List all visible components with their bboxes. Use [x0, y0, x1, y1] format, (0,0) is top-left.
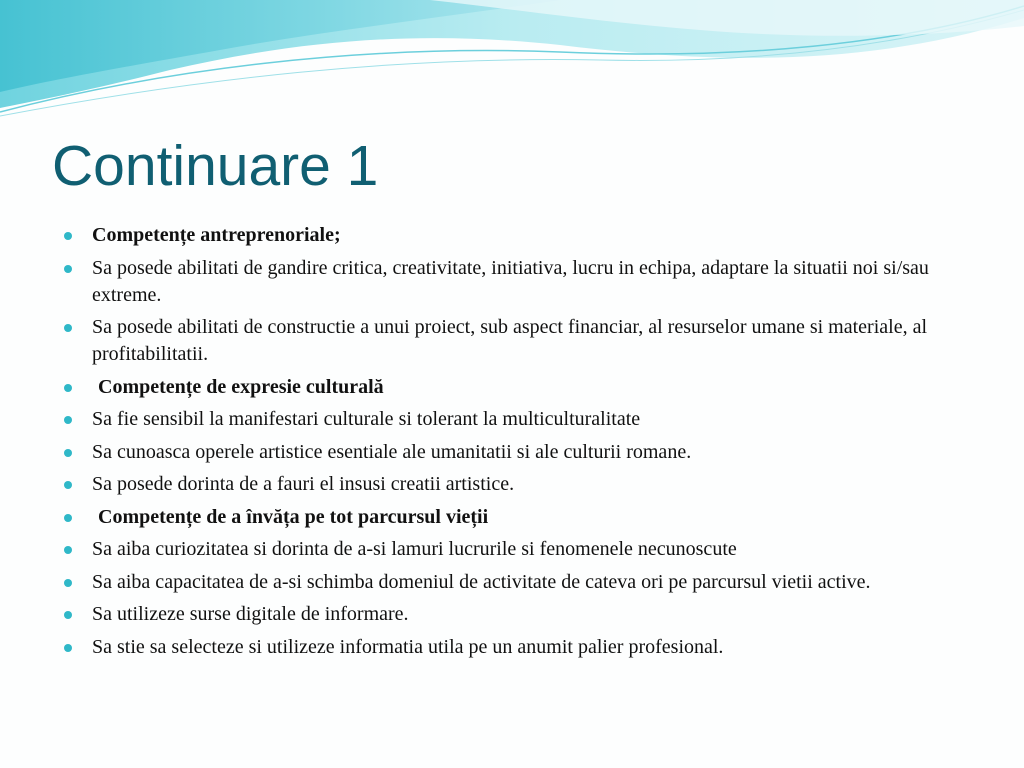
header-wave-decoration — [0, 0, 1024, 130]
slide-title: Continuare 1 — [52, 134, 379, 198]
bullet-text: Sa cunoasca operele artistice esentiale ale umanitatii si ale culturii romane. — [92, 440, 692, 463]
bullet-item — [64, 406, 984, 433]
bullet-dot-icon — [64, 579, 72, 587]
bullet-text: Sa aiba capacitatea de a-si schimba domeniul de activitate de cateva ori pe parcursul vietii active. — [92, 570, 871, 593]
bullet-item — [64, 569, 984, 596]
bullet-dot-icon — [64, 644, 72, 652]
bullet-item — [64, 439, 984, 466]
bullet-text: Sa fie sensibil la manifestari culturale si tolerant la multiculturalitate — [92, 408, 641, 430]
bullet-text: Sa posede abilitati de constructie a unui proiect, sub aspect financiar, al resurselor umane si materiale, al profitabilitatii. — [92, 316, 927, 365]
bullet-item — [64, 601, 984, 628]
bullet-text: Sa aiba curiozitatea si dorinta de a-si lamuri lucrurile si fenomenele necunoscute — [92, 538, 737, 560]
bullet-dot-icon — [64, 514, 72, 522]
bullet-list — [64, 222, 984, 666]
bullet-text: Sa utilizeze surse digitale de informare. — [92, 603, 409, 625]
bullet-text: Competențe de expresie culturală — [98, 375, 384, 398]
bullet-dot-icon — [64, 324, 72, 332]
bullet-dot-icon — [64, 611, 72, 619]
bullet-text: Sa stie sa selecteze si utilizeze informatia utila pe un anumit palier profesional. — [92, 635, 724, 658]
bullet-heading — [64, 374, 984, 401]
bullet-item — [64, 314, 984, 368]
bullet-heading — [64, 504, 984, 531]
bullet-item — [64, 634, 984, 661]
bullet-item — [64, 536, 984, 563]
bullet-heading — [64, 222, 984, 249]
bullet-dot-icon — [64, 232, 72, 240]
bullet-dot-icon — [64, 416, 72, 424]
bullet-dot-icon — [64, 384, 72, 392]
bullet-dot-icon — [64, 449, 72, 457]
bullet-dot-icon — [64, 481, 72, 489]
bullet-dot-icon — [64, 265, 72, 273]
bullet-text: Competențe de a învăța pe tot parcursul vieții — [98, 505, 489, 528]
bullet-dot-icon — [64, 546, 72, 554]
bullet-text: Competențe antreprenoriale; — [92, 224, 341, 246]
bullet-text: Sa posede dorinta de a fauri el insusi creatii artistice. — [92, 473, 515, 495]
bullet-item — [64, 255, 984, 309]
bullet-text: Sa posede abilitati de gandire critica, creativitate, initiativa, lucru in echipa, adaptare la situatii noi si/sau extreme. — [92, 256, 929, 306]
bullet-item — [64, 471, 984, 498]
